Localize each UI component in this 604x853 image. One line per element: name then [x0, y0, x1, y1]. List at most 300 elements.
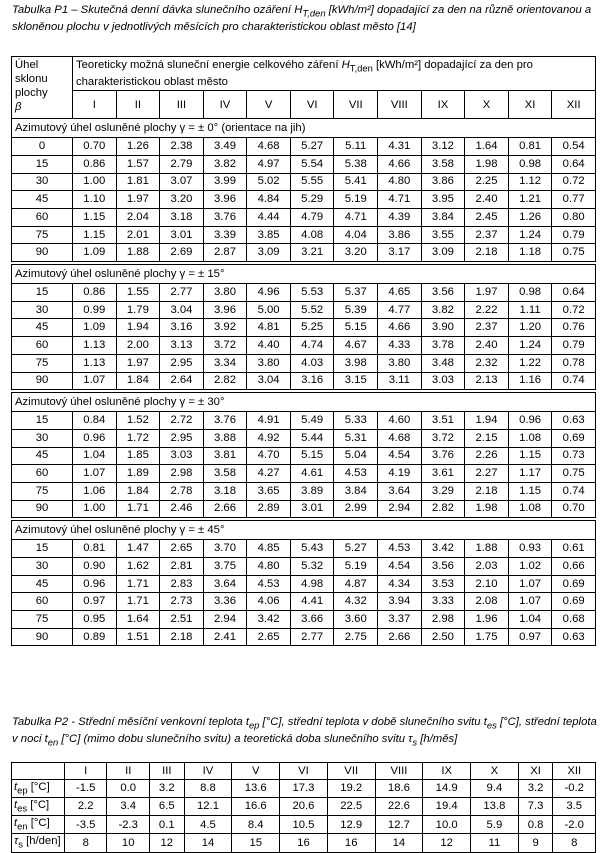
value-cell: 2.82: [421, 500, 465, 518]
value-cell: 13.6: [232, 779, 280, 797]
value-cell: 5.11: [334, 138, 378, 156]
value-cell: 0.79: [552, 226, 596, 244]
value-cell: 3.92: [203, 319, 247, 337]
value-cell: 1.62: [116, 558, 160, 576]
value-cell: 3.33: [421, 593, 465, 611]
tilt-angle-cell: 90: [12, 628, 73, 646]
value-cell: 0.99: [73, 301, 117, 319]
value-cell: 1.18: [508, 244, 552, 262]
table-row: [12, 337, 596, 355]
value-cell: 0.97: [508, 628, 552, 646]
table-row: [12, 412, 596, 430]
value-cell: 1.97: [116, 354, 160, 372]
month-header: VI: [280, 763, 328, 780]
value-cell: 1.10: [73, 191, 117, 209]
value-cell: 3.21: [290, 244, 334, 262]
value-cell: 4.80: [247, 558, 291, 576]
value-cell: 16.6: [232, 797, 280, 815]
value-cell: 4.67: [334, 337, 378, 355]
tilt-angle-cell: 30: [12, 558, 73, 576]
value-cell: 1.55: [116, 284, 160, 302]
value-cell: 2.77: [290, 628, 334, 646]
tilt-angle-cell: 75: [12, 354, 73, 372]
tilt-angle-cell: 75: [12, 226, 73, 244]
value-cell: 1.08: [508, 429, 552, 447]
value-cell: 3.20: [160, 191, 204, 209]
row-unit: [°C]: [27, 780, 50, 793]
value-cell: 3.86: [378, 226, 422, 244]
value-cell: 3.76: [203, 412, 247, 430]
value-cell: 2.00: [116, 337, 160, 355]
value-cell: 3.36: [203, 593, 247, 611]
value-cell: 3.13: [160, 337, 204, 355]
table-row: [12, 834, 596, 852]
value-cell: 3.85: [247, 226, 291, 244]
value-cell: 1.07: [73, 465, 117, 483]
table-row: [12, 284, 596, 302]
value-cell: 3.2: [149, 779, 184, 797]
value-cell: 0.63: [552, 412, 596, 430]
table-row: [12, 558, 596, 576]
table-row: [12, 244, 596, 262]
value-cell: 4.85: [247, 540, 291, 558]
value-cell: 0.97: [73, 593, 117, 611]
value-cell: 1.26: [116, 138, 160, 156]
value-cell: 3.53: [421, 575, 465, 593]
value-cell: 5.15: [334, 319, 378, 337]
table-row: [12, 319, 596, 337]
value-cell: 2.45: [465, 209, 509, 227]
value-cell: -3.5: [65, 816, 107, 834]
value-cell: 4.74: [290, 337, 334, 355]
value-cell: 4.08: [290, 226, 334, 244]
tilt-angle-cell: 15: [12, 155, 73, 173]
value-cell: 5.19: [334, 558, 378, 576]
value-cell: 5.9: [471, 816, 519, 834]
tilt-angle-cell: 60: [12, 209, 73, 227]
value-cell: 1.71: [116, 500, 160, 518]
month-header: I: [65, 763, 107, 780]
value-cell: 0.54: [552, 138, 596, 156]
value-cell: 0.80: [552, 209, 596, 227]
value-cell: 4.70: [247, 447, 291, 465]
value-cell: 0.98: [508, 155, 552, 173]
table-row: [12, 816, 596, 834]
value-cell: 1.16: [508, 372, 552, 390]
value-cell: 1.00: [73, 173, 117, 191]
value-cell: 0.84: [73, 412, 117, 430]
value-cell: 0.81: [508, 138, 552, 156]
table-row: [12, 593, 596, 611]
value-cell: 5.37: [334, 284, 378, 302]
value-cell: 5.54: [290, 155, 334, 173]
value-cell: 2.26: [465, 447, 509, 465]
value-cell: 12.1: [184, 797, 232, 815]
value-cell: 5.00: [247, 301, 291, 319]
value-cell: 4.87: [334, 575, 378, 593]
value-cell: 1.04: [508, 611, 552, 629]
value-cell: 0.74: [552, 482, 596, 500]
value-cell: 0.69: [552, 593, 596, 611]
value-cell: 0.93: [508, 540, 552, 558]
table-row: [12, 797, 596, 815]
value-cell: 12.7: [375, 816, 423, 834]
value-cell: 3.96: [203, 301, 247, 319]
section-label: Azimutový úhel osluněné plochy γ = ± 45°: [12, 521, 596, 540]
tilt-angle-cell: 15: [12, 540, 73, 558]
table-row: [12, 138, 596, 156]
value-cell: 1.02: [508, 558, 552, 576]
value-cell: 3.80: [247, 354, 291, 372]
value-cell: 1.97: [116, 191, 160, 209]
value-cell: 3.98: [334, 354, 378, 372]
value-cell: 5.29: [290, 191, 334, 209]
table-p1-body: [12, 119, 596, 646]
value-cell: 2.18: [465, 244, 509, 262]
value-cell: 5.31: [334, 429, 378, 447]
value-cell: 0.75: [552, 244, 596, 262]
table-row: [12, 482, 596, 500]
value-cell: 0.74: [552, 372, 596, 390]
value-cell: 1.07: [508, 575, 552, 593]
value-cell: 1.21: [508, 191, 552, 209]
value-cell: 5.27: [290, 138, 334, 156]
value-cell: 3.01: [290, 500, 334, 518]
value-cell: 1.24: [508, 337, 552, 355]
tilt-angle-cell: 90: [12, 244, 73, 262]
value-cell: 3.94: [378, 593, 422, 611]
table-p1-caption: Tabulka P1 – Skutečná denní dávka slunečního ozáření $H_{T,den}$ [kWh/m²] dopadající za den na různě orientovanou a skloněnou plochu v jednotlivých měsících pro charakteristickou oblast město [14]: [12, 4, 592, 34]
value-cell: 4.41: [290, 593, 334, 611]
value-cell: 14: [375, 834, 423, 852]
value-cell: 2.72: [160, 412, 204, 430]
value-cell: 1.81: [116, 173, 160, 191]
value-cell: 3.60: [334, 611, 378, 629]
value-cell: 7.3: [518, 797, 553, 815]
value-cell: 2.94: [203, 611, 247, 629]
value-cell: 3.80: [203, 284, 247, 302]
month-header: VIII: [378, 91, 422, 119]
table-p1: [11, 56, 596, 646]
section-label: Azimutový úhel osluněné plochy γ = ± 15°: [12, 265, 596, 284]
value-cell: 4.31: [378, 138, 422, 156]
value-cell: 3.99: [203, 173, 247, 191]
value-cell: 20.6: [280, 797, 328, 815]
value-cell: 1.47: [116, 540, 160, 558]
value-cell: 16: [327, 834, 375, 852]
value-cell: 2.32: [465, 354, 509, 372]
table-row: [12, 372, 596, 390]
value-cell: 12.9: [327, 816, 375, 834]
value-cell: 9: [518, 834, 553, 852]
month-header: IV: [184, 763, 232, 780]
value-cell: 3.58: [203, 465, 247, 483]
value-cell: 4.84: [247, 191, 291, 209]
value-cell: 4.71: [378, 191, 422, 209]
value-cell: 0.96: [508, 412, 552, 430]
value-cell: 2.37: [465, 226, 509, 244]
value-cell: 2.38: [160, 138, 204, 156]
value-cell: 3.07: [160, 173, 204, 191]
value-cell: 0.77: [552, 191, 596, 209]
section-header-row: [12, 521, 596, 540]
value-cell: 1.94: [465, 412, 509, 430]
value-cell: 0.96: [73, 429, 117, 447]
value-cell: 3.39: [203, 226, 247, 244]
p2-month-header-row: [12, 763, 596, 780]
value-cell: 3.2: [518, 779, 553, 797]
value-cell: 2.18: [465, 482, 509, 500]
tilt-angle-cell: 60: [12, 337, 73, 355]
value-cell: 2.64: [160, 372, 204, 390]
value-cell: 4.68: [378, 429, 422, 447]
value-cell: 3.48: [421, 354, 465, 372]
value-cell: 2.04: [116, 209, 160, 227]
value-cell: 3.86: [421, 173, 465, 191]
value-cell: 2.22: [465, 301, 509, 319]
tilt-angle-cell: 45: [12, 575, 73, 593]
value-cell: 1.96: [465, 611, 509, 629]
row-symbol: τ: [14, 835, 19, 848]
value-cell: 4.66: [378, 319, 422, 337]
table-row: [12, 429, 596, 447]
section-header-row: [12, 265, 596, 284]
tilt-angle-cell: 30: [12, 429, 73, 447]
value-cell: 4.91: [247, 412, 291, 430]
value-cell: 3.09: [421, 244, 465, 262]
value-cell: 3.88: [203, 429, 247, 447]
row-subscript: en: [17, 820, 28, 832]
value-cell: 5.04: [334, 447, 378, 465]
value-cell: 4.80: [378, 173, 422, 191]
value-cell: 1.88: [465, 540, 509, 558]
value-cell: 2.69: [160, 244, 204, 262]
value-cell: 5.49: [290, 412, 334, 430]
value-cell: 5.41: [334, 173, 378, 191]
value-cell: 3.16: [160, 319, 204, 337]
value-cell: 3.16: [290, 372, 334, 390]
value-cell: 12: [423, 834, 471, 852]
month-header: VIII: [375, 763, 423, 780]
value-cell: 8: [553, 834, 596, 852]
value-cell: 4.53: [378, 540, 422, 558]
value-cell: 4.98: [290, 575, 334, 593]
value-cell: 19.2: [327, 779, 375, 797]
value-cell: 2.01: [116, 226, 160, 244]
value-cell: 10.5: [280, 816, 328, 834]
value-cell: 2.98: [421, 611, 465, 629]
value-cell: 0.8: [518, 816, 553, 834]
section-label: Azimutový úhel osluněné plochy γ = ± 0° (orientace na jih): [12, 119, 596, 138]
section-header-row: [12, 393, 596, 412]
month-header: V: [247, 91, 291, 119]
value-cell: 13.8: [471, 797, 519, 815]
value-cell: 5.39: [334, 301, 378, 319]
tilt-angle-cell: 45: [12, 447, 73, 465]
tilt-angle-cell: 30: [12, 301, 73, 319]
value-cell: 0.68: [552, 611, 596, 629]
value-cell: 2.95: [160, 354, 204, 372]
month-header-row: [12, 91, 596, 119]
value-cell: 3.81: [203, 447, 247, 465]
value-cell: 3.82: [421, 301, 465, 319]
month-header: X: [465, 91, 509, 119]
value-cell: 1.85: [116, 447, 160, 465]
month-header: X: [471, 763, 519, 780]
value-cell: 2.65: [247, 628, 291, 646]
value-cell: 3.49: [203, 138, 247, 156]
value-cell: 1.89: [116, 465, 160, 483]
value-cell: 4.53: [334, 465, 378, 483]
value-cell: 0.78: [552, 354, 596, 372]
value-cell: 2.37: [465, 319, 509, 337]
month-header: VI: [290, 91, 334, 119]
value-cell: 0.96: [73, 575, 117, 593]
value-cell: 5.33: [334, 412, 378, 430]
value-cell: 3.80: [378, 354, 422, 372]
value-cell: 1.84: [116, 372, 160, 390]
value-cell: 5.32: [290, 558, 334, 576]
value-cell: 1.64: [116, 611, 160, 629]
value-cell: 0.61: [552, 540, 596, 558]
month-header: III: [160, 91, 204, 119]
month-header: II: [116, 91, 160, 119]
value-cell: 0.75: [552, 465, 596, 483]
value-cell: 2.27: [465, 465, 509, 483]
tilt-angle-cell: 45: [12, 319, 73, 337]
tilt-angle-cell: 15: [12, 412, 73, 430]
tilt-angle-cell: 90: [12, 372, 73, 390]
value-cell: 1.72: [116, 429, 160, 447]
value-cell: 3.61: [421, 465, 465, 483]
value-cell: 2.66: [203, 500, 247, 518]
value-cell: 3.96: [203, 191, 247, 209]
value-cell: 2.40: [465, 337, 509, 355]
value-cell: 3.90: [421, 319, 465, 337]
value-cell: 0.76: [552, 319, 596, 337]
row-symbol: t: [14, 817, 18, 830]
value-cell: 2.94: [378, 500, 422, 518]
value-cell: 0.64: [552, 284, 596, 302]
value-cell: 3.66: [290, 611, 334, 629]
value-cell: 3.18: [203, 482, 247, 500]
value-cell: 3.72: [203, 337, 247, 355]
value-cell: 3.5: [553, 797, 596, 815]
row-symbol: t: [14, 780, 18, 793]
value-cell: 0.73: [552, 447, 596, 465]
value-cell: 1.07: [73, 372, 117, 390]
value-cell: 1.22: [508, 354, 552, 372]
value-cell: 0.69: [552, 429, 596, 447]
value-cell: 0.81: [73, 540, 117, 558]
value-cell: 3.56: [421, 558, 465, 576]
value-cell: 2.18: [160, 628, 204, 646]
value-cell: 0.72: [552, 173, 596, 191]
value-cell: 2.77: [160, 284, 204, 302]
value-cell: 0.63: [552, 628, 596, 646]
value-cell: 2.15: [465, 429, 509, 447]
value-cell: 3.75: [203, 558, 247, 576]
month-header: VII: [334, 91, 378, 119]
value-cell: 18.6: [375, 779, 423, 797]
value-cell: 3.37: [378, 611, 422, 629]
value-cell: 0.70: [73, 138, 117, 156]
value-cell: 3.04: [160, 301, 204, 319]
month-header: XII: [553, 763, 596, 780]
value-cell: 1.26: [508, 209, 552, 227]
month-header: XI: [518, 763, 553, 780]
value-cell: 8.4: [232, 816, 280, 834]
value-cell: 4.77: [378, 301, 422, 319]
value-cell: 19.4: [423, 797, 471, 815]
value-cell: 1.51: [116, 628, 160, 646]
value-cell: 1.64: [465, 138, 509, 156]
value-cell: 22.5: [327, 797, 375, 815]
month-header: III: [149, 763, 184, 780]
month-header: I: [73, 91, 117, 119]
value-cell: 6.5: [149, 797, 184, 815]
value-cell: 2.46: [160, 500, 204, 518]
value-cell: 0.90: [73, 558, 117, 576]
row-subscript: ep: [17, 783, 28, 795]
value-cell: 2.82: [203, 372, 247, 390]
value-cell: 1.17: [508, 465, 552, 483]
value-cell: 0.86: [73, 284, 117, 302]
value-cell: 4.19: [378, 465, 422, 483]
value-cell: 3.76: [203, 209, 247, 227]
value-cell: 3.95: [421, 191, 465, 209]
value-cell: 3.82: [203, 155, 247, 173]
tilt-angle-cell: 75: [12, 611, 73, 629]
value-cell: 2.99: [334, 500, 378, 518]
value-cell: 3.64: [378, 482, 422, 500]
value-cell: 5.25: [290, 319, 334, 337]
row-unit: [°C]: [27, 817, 50, 830]
value-cell: 1.79: [116, 301, 160, 319]
value-cell: 1.09: [73, 244, 117, 262]
value-cell: 3.15: [334, 372, 378, 390]
value-cell: 4.33: [378, 337, 422, 355]
value-cell: 17.3: [280, 779, 328, 797]
value-cell: 2.40: [465, 191, 509, 209]
value-cell: 2.2: [65, 797, 107, 815]
month-header: VII: [327, 763, 375, 780]
value-cell: 5.02: [247, 173, 291, 191]
value-cell: 1.13: [73, 337, 117, 355]
value-cell: 2.75: [334, 628, 378, 646]
value-cell: 4.04: [334, 226, 378, 244]
tilt-angle-cell: 90: [12, 500, 73, 518]
value-cell: 0.79: [552, 337, 596, 355]
value-cell: 1.84: [116, 482, 160, 500]
value-cell: 2.98: [160, 465, 204, 483]
value-cell: 2.78: [160, 482, 204, 500]
value-cell: 3.89: [290, 482, 334, 500]
row-symbol: t: [14, 798, 18, 811]
value-cell: 4.60: [378, 412, 422, 430]
value-cell: 1.00: [73, 500, 117, 518]
value-cell: 4.68: [247, 138, 291, 156]
value-cell: 3.65: [247, 482, 291, 500]
value-cell: 1.71: [116, 575, 160, 593]
value-cell: 3.04: [247, 372, 291, 390]
value-cell: 0.72: [552, 301, 596, 319]
value-cell: 1.15: [508, 482, 552, 500]
value-cell: 3.56: [421, 284, 465, 302]
value-cell: 3.12: [421, 138, 465, 156]
value-cell: 4.32: [334, 593, 378, 611]
value-cell: 1.06: [73, 482, 117, 500]
